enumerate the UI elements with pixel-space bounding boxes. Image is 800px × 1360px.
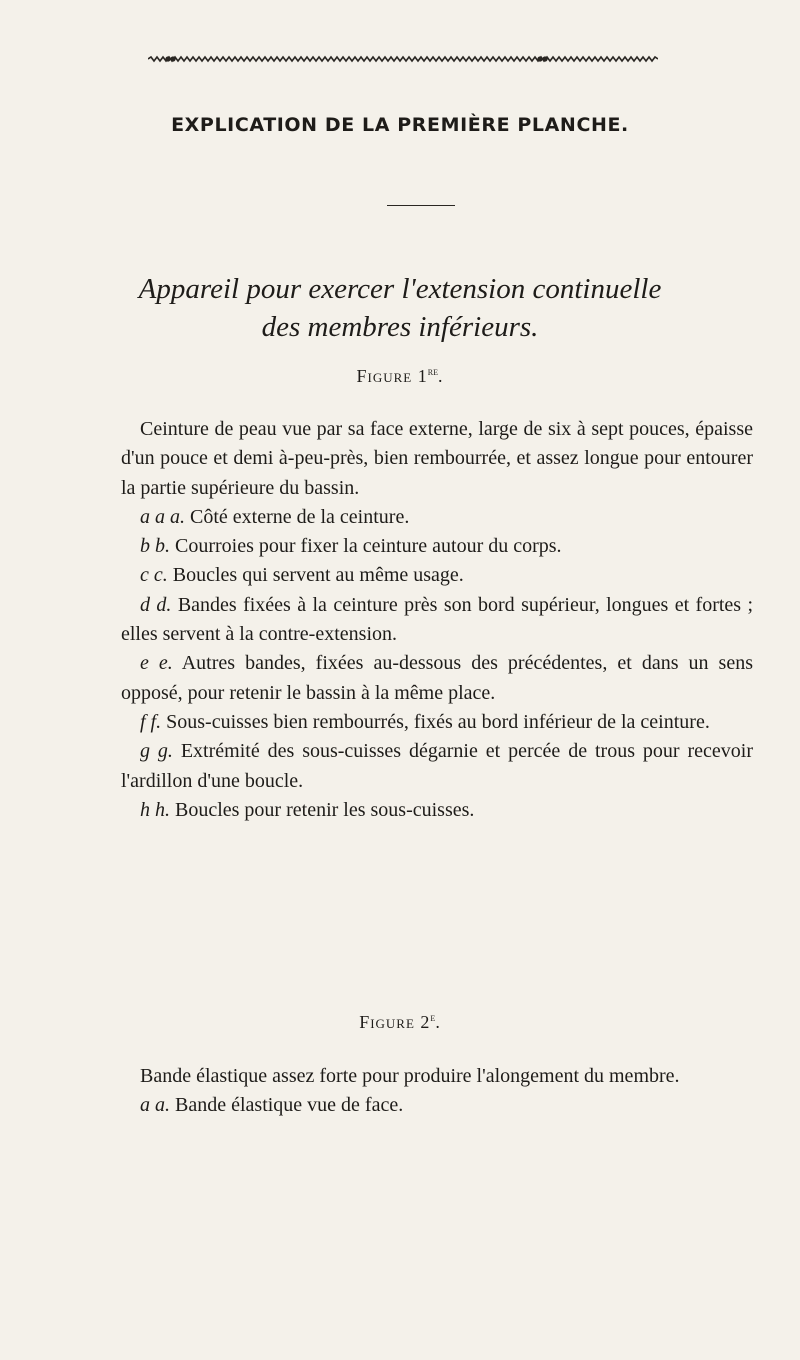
- legend-item: [121, 649, 753, 708]
- figure-1-heading: Figure 1re.: [356, 366, 444, 386]
- legend-text: Côté externe de la ceinture.: [190, 505, 410, 528]
- legend-letters: a a a.: [140, 505, 185, 528]
- legend-text: Autres bandes, fixées au-dessous des précédentes, et dans un sens opposé, pour retenir le bassin à la même place.: [121, 652, 753, 704]
- legend-letters: a a.: [140, 1094, 170, 1117]
- legend-text: Boucles qui servent au même usage.: [172, 564, 464, 587]
- legend-item: [121, 532, 753, 561]
- figure-1-intro: Ceinture de peau vue par sa face externe, large de six à sept pouces, épaisse d'un pouce et demi à-peu-près, bien rembourrée, et assez longue pour entourer la partie supérieure du bassin.: [121, 418, 753, 499]
- legend-letters: c c.: [140, 564, 168, 587]
- section-heading-line-1: Appareil pour exercer l'extension continuelle: [138, 273, 662, 305]
- title-divider: [387, 205, 455, 206]
- figure-2-intro: Bande élastique assez forte pour produire l'alongement du membre.: [140, 1065, 680, 1087]
- figure-2-suffix: e: [430, 1012, 436, 1024]
- figure-1-label: Figure 1: [356, 366, 428, 386]
- figure-1-suffix: re: [427, 366, 438, 378]
- legend-item: [121, 561, 753, 590]
- section-heading: [0, 270, 800, 346]
- decorative-ornament-rule: [148, 54, 658, 64]
- legend-text: Extrémité des sous-cuisses dégarnie et percée de trous pour recevoir l'ardillon d'une boucle.: [121, 740, 754, 792]
- plate-title: EXPLICATION DE LA PREMIÈRE PLANCHE.: [171, 114, 629, 136]
- figure-1-description: [121, 415, 753, 825]
- legend-letters: d d.: [140, 593, 172, 616]
- legend-item: [121, 503, 753, 532]
- section-heading-line-2: des membres inférieurs.: [261, 311, 539, 343]
- legend-text: Bandes fixées à la ceinture près son bord supérieur, longues et fortes ; elles servent à la contre-extension.: [121, 593, 754, 646]
- legend-item: [121, 737, 753, 796]
- legend-text: Courroies pour fixer la ceinture autour du corps.: [175, 535, 562, 558]
- legend-letters: f f.: [140, 710, 162, 733]
- figure-2-description: [121, 1062, 753, 1121]
- figure-2-label: Figure 2: [359, 1012, 431, 1032]
- legend-text: Sous-cuisses bien rembourrés, fixés au bord inférieur de la ceinture.: [166, 710, 710, 733]
- legend-text: Boucles pour retenir les sous-cuisses.: [175, 798, 475, 821]
- legend-letters: g g.: [140, 740, 173, 763]
- legend-item: [121, 708, 753, 737]
- figure-2-heading: Figure 2e.: [359, 1012, 441, 1032]
- legend-item: [121, 591, 753, 650]
- legend-item: [121, 796, 753, 825]
- legend-text: Bande élastique vue de face.: [175, 1094, 404, 1117]
- legend-letters: h h.: [140, 798, 170, 821]
- legend-letters: b b.: [140, 535, 170, 558]
- legend-letters: e e.: [140, 652, 173, 675]
- legend-item: [121, 1091, 753, 1120]
